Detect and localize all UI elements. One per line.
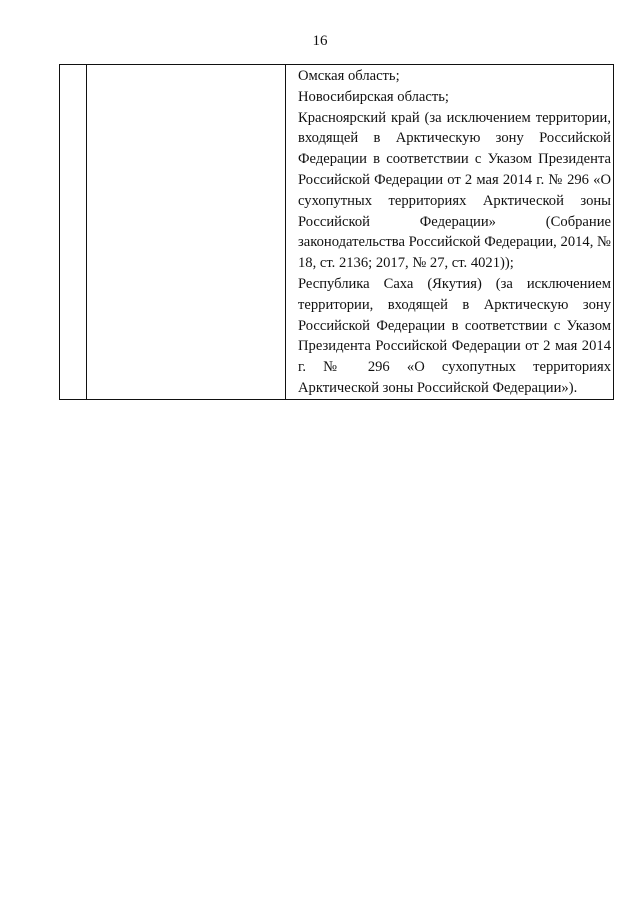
region-novosibirsk: Новосибирская область;	[298, 88, 449, 105]
region-omsk: Омская область;	[298, 68, 400, 84]
table-cell-regions	[286, 65, 614, 400]
table-cell-number	[60, 65, 87, 400]
regions-table	[59, 64, 614, 400]
table-cell-name	[87, 65, 286, 400]
region-yakutia: Республика Саха (Якутия) (за исключением территории, входящей в Арктическую зону Российской Федерации в соответствии с Указом Президента Российской Федерации от 2 мая 2014 г. № 296 «О сухопутных территориях Арктической зоны Российской Федерации»).	[298, 275, 611, 396]
table-row	[60, 65, 614, 400]
region-krasnoyarsk: Красноярский край (за исключением территории, входящей в Арктическую зону Российской Федерации в соответствии с Указом Президента Российской Федерации от 2 мая 2014 г. № 296 «О сухопутных территориях Арктической зоны Российской Федерации» (Собрание законодательства Российской Федерации, 2014, № 18, ст. 2136; 2017, № 27, ст. 4021));	[298, 109, 611, 272]
page-number: 16	[312, 33, 328, 49]
